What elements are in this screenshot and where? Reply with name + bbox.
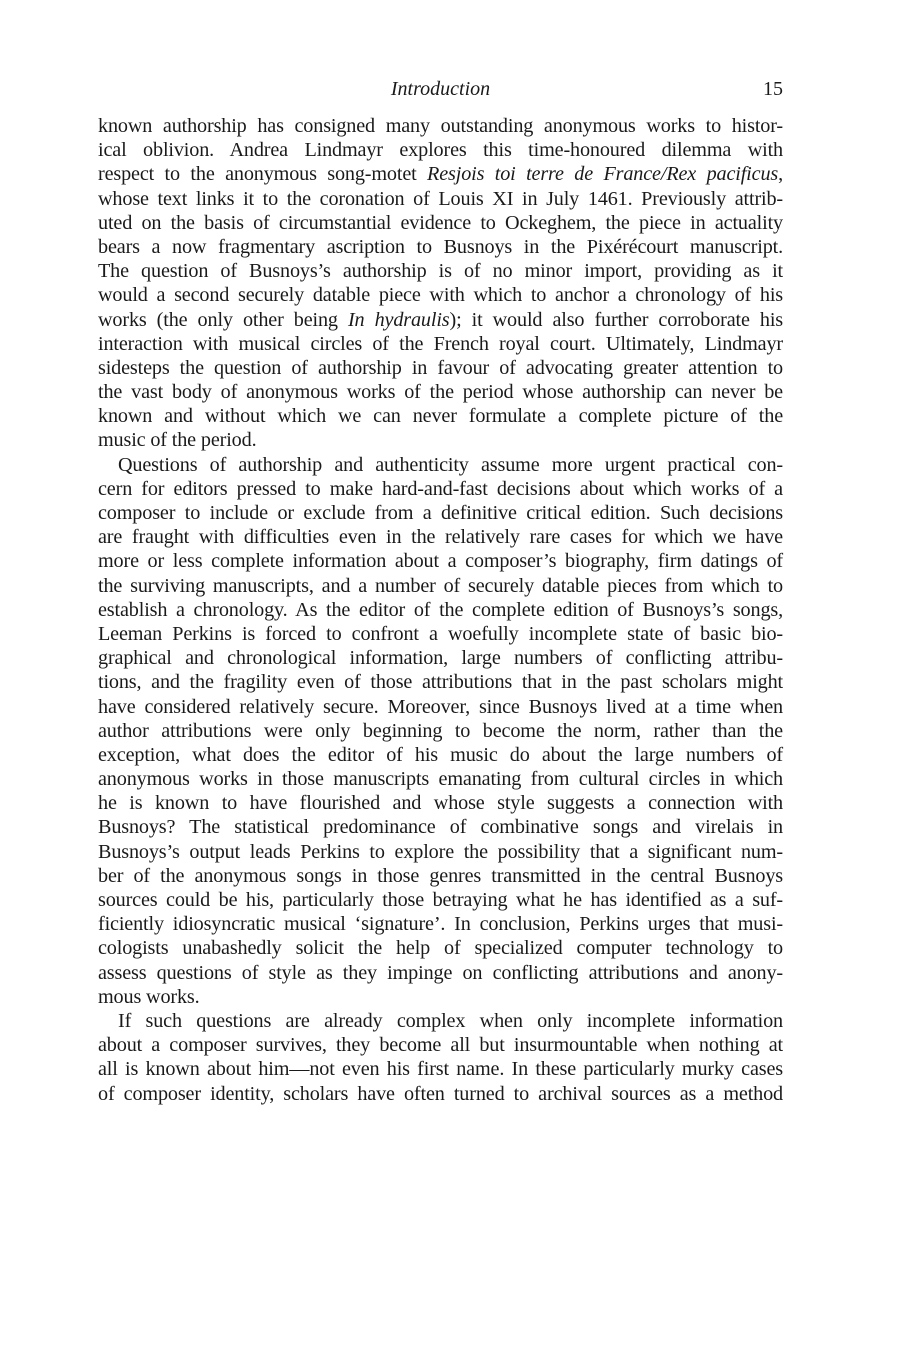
text-line: more or less complete information about a composer’s biography, firm datings of [98, 550, 783, 573]
book-page [98, 74, 783, 1106]
text-line: the surviving manuscripts, and a number of securely datable pieces from which to [98, 574, 783, 597]
running-title: Introduction [390, 78, 491, 100]
paragraph [98, 1009, 783, 1106]
text-line: Busnoys? The statistical predominance of combinative songs and virelais in [98, 816, 783, 839]
text-line: anonymous works in those manuscripts emanating from cultural circles in which [98, 768, 783, 791]
text-line: composer to include or exclude from a definitive critical edition. Such decisions [98, 502, 783, 524]
italic-title: In hydraulis [347, 308, 450, 331]
text-line: all is known about him—not even his first name. In these particularly murky cases [98, 1058, 783, 1081]
text-line: Questions of authorship and authenticity assume more urgent practical con- [118, 453, 783, 476]
text-line: cologists unabashedly solicit the help of specialized computer technology to [98, 937, 783, 960]
text-line: are fraught with difficulties even in the relatively rare cases for which we have [98, 526, 783, 549]
text-line: ical oblivion. Andrea Lindmayr explores this time-honoured dilemma with [98, 139, 783, 162]
text-line: exception, what does the editor of his music do about the large numbers of [98, 743, 783, 766]
running-head [98, 74, 783, 104]
text-line: would a second securely datable piece with which to anchor a chronology of his [98, 284, 783, 307]
text-line: interaction with musical circles of the French royal court. Ultimately, Lindmayr [98, 332, 783, 355]
body-text [98, 114, 783, 1106]
text-line: assess questions of style as they impinge on conflicting attributions and anony- [98, 961, 783, 984]
text-line: uted on the basis of circumstantial evidence to Ockeghem, the piece in actuality [98, 211, 783, 234]
paragraph [98, 453, 783, 1009]
text-line: bears a now fragmentary ascription to Busnoys in the Pixérécourt manuscript. [98, 235, 783, 258]
text-line: author attributions were only beginning to become the norm, rather than the [98, 719, 783, 742]
text-line: cern for editors pressed to make hard-and-fast decisions about which works of a [98, 477, 783, 500]
text-line: known and without which we can never formulate a complete picture of the [98, 405, 783, 428]
text-line: Busnoys’s output leads Perkins to explore the possibility that a significant num- [98, 840, 783, 863]
text-line: he is known to have flourished and whose style suggests a connection with [98, 792, 783, 815]
text-line: sidesteps the question of authorship in favour of advocating greater attention to [98, 356, 783, 379]
text-line: have considered relatively secure. Moreover, since Busnoys lived at a time when [98, 695, 783, 718]
text-line: If such questions are already complex when only incomplete information [118, 1009, 783, 1032]
text-line: known authorship has consigned many outstanding anonymous works to histor- [98, 115, 783, 137]
text-line: the vast body of anonymous works of the period whose authorship can never be [98, 381, 783, 404]
text-line: of composer identity, scholars have often turned to archival sources as a method [98, 1082, 783, 1105]
text-line: whose text links it to the coronation of Louis XI in July 1461. Previously attrib- [98, 187, 783, 210]
text-line: mous works. [98, 985, 200, 1008]
paragraph [98, 114, 783, 453]
text-line: respect to the anonymous song-motet Resjois toi terre de France/Rex pacificus, [98, 163, 784, 186]
text-line: tions, and the fragility even of those attributions that in the past scholars might [98, 671, 783, 694]
page-number: 15 [763, 78, 783, 100]
text-line: about a composer survives, they become all but insurmountable when nothing at [98, 1034, 783, 1057]
text-line: The question of Busnoys’s authorship is of no minor import, providing as it [98, 260, 783, 283]
text-line: ber of the anonymous songs in those genres transmitted in the central Busnoys [98, 864, 783, 887]
text-line: music of the period. [98, 429, 257, 452]
text-line: establish a chronology. As the editor of the complete edition of Busnoys’s songs, [98, 598, 783, 621]
text-line: Leeman Perkins is forced to confront a woefully incomplete state of basic bio- [98, 622, 783, 645]
text-line: works (the only other being In hydraulis); it would also further corroborate his [98, 308, 783, 331]
text-line: sources could be his, particularly those betraying what he has identified as a suf- [98, 889, 783, 911]
italic-title: Resjois toi terre de France/Rex pacificus [427, 163, 779, 186]
text-line: ficiently idiosyncratic musical ‘signature’. In conclusion, Perkins urges that musi- [98, 913, 783, 936]
text-line: graphical and chronological information, large numbers of conflicting attribu- [98, 647, 783, 670]
